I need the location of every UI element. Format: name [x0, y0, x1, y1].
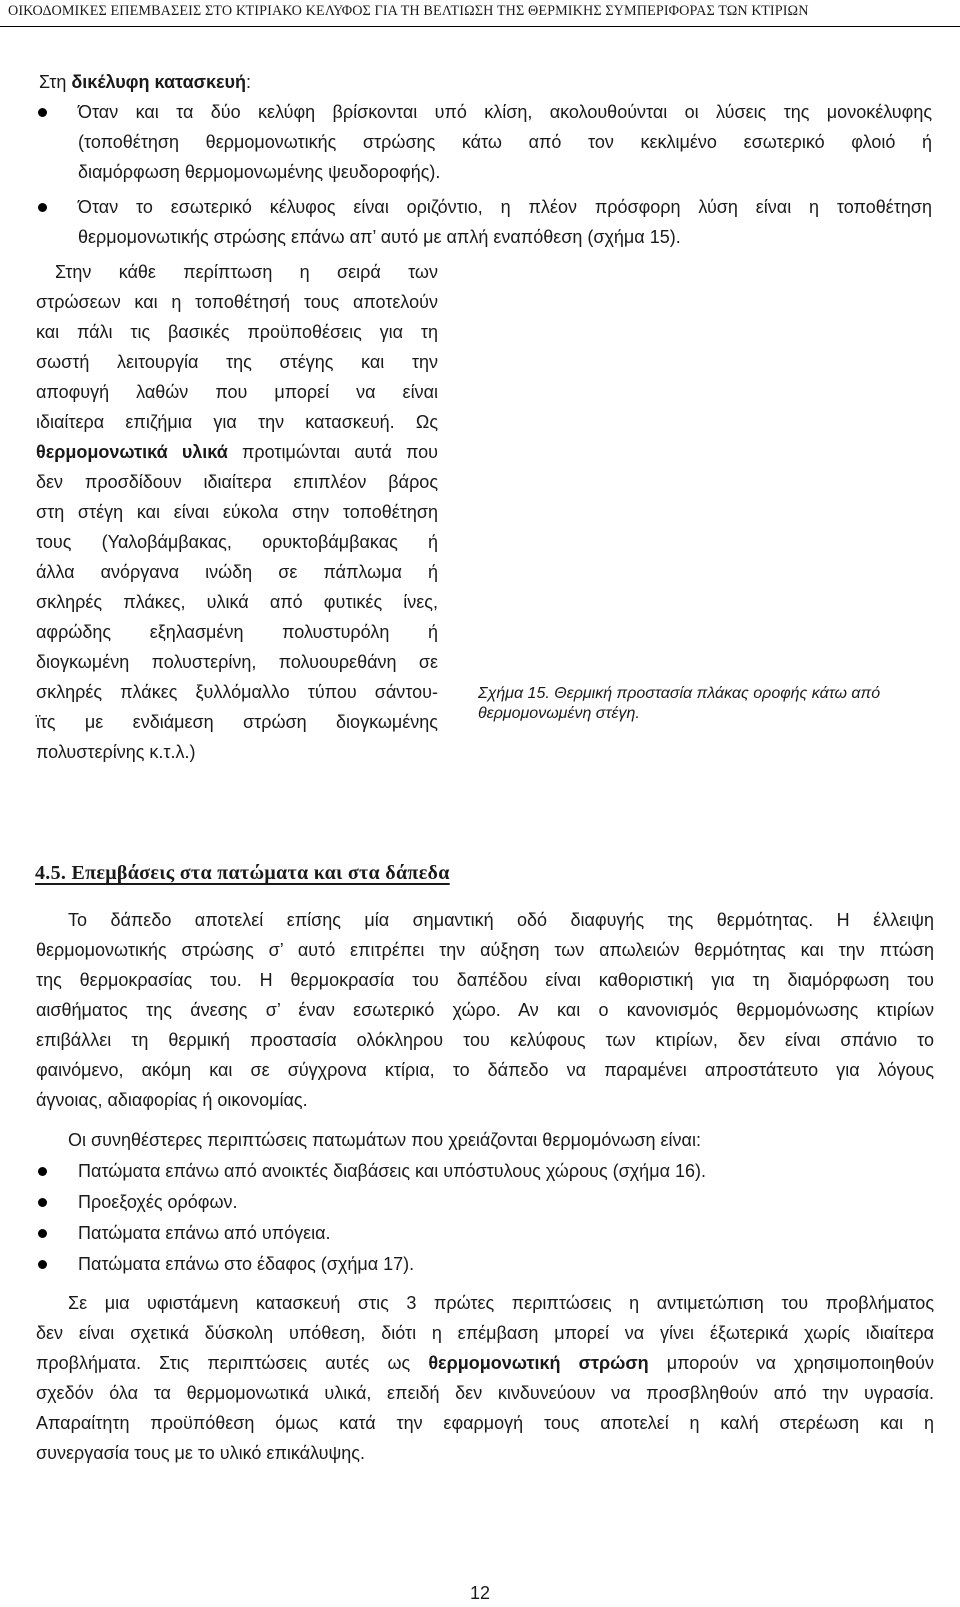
col-line: αφρώδης εξηλασμένη πολυστυρόλη ή	[36, 622, 438, 642]
bullet-icon	[38, 1260, 47, 1269]
col-line: σκληρές πλάκες ξυλλόμαλλο τύπου σάντου-	[36, 682, 438, 702]
para-line: αισθήματος της άνεσης σ’ έναν εσωτερικό χώρο. Αν και ο κανονισμός θερμομόνωσης κτιρίων	[36, 1000, 934, 1020]
col-line: και πάλι τις βασικές προϋποθέσεις για τη	[36, 322, 438, 342]
intro-prefix: Στη	[39, 72, 72, 92]
bullet-item-floor: Πατώματα επάνω από υπόγεια.	[78, 1218, 331, 1248]
para-line: Σε μια υφιστάμενη κατασκευή στις 3 πρώτες περιπτώσεις η αντιμετώπιση του προβλήματος	[68, 1293, 934, 1313]
col-line: δεν προσδίδουν ιδιαίτερα επιπλέον βάρος	[36, 472, 438, 492]
para-line: Απαραίτητη προϋπόθεση όμως κατά την εφαρμογή τους αποτελεί η καλή στερέωση και η	[36, 1413, 934, 1433]
col-line: διογκωμένη πολυστερίνη, πολυουρεθάνη σε	[36, 652, 438, 672]
paragraph-cases-lead: Οι συνηθέστερες περιπτώσεις πατωμάτων που χρειάζονται θερμομόνωση είναι:	[68, 1130, 701, 1150]
paragraph-existing-construction	[36, 1288, 934, 1468]
para-line: άγνοιας, αδιαφορίας ή οικονομίας.	[36, 1090, 308, 1110]
bullet-item-horizontal-shell	[78, 192, 932, 252]
para-line: της θερμοκρασίας του. Η θερμοκρασία του δαπέδου είναι καθοριστική για τη διαμόρφωση του	[36, 970, 934, 990]
bullet-line: (τοποθέτηση θερμομονωτικής στρώσης κάτω από τον κεκλιμένο εσωτερικό φλοιό ή	[78, 132, 932, 152]
col-line: ϊτς με ενδιάμεση στρώση διογκωμένης	[36, 712, 438, 732]
col-line: Στην κάθε περίπτωση η σειρά των	[55, 262, 438, 282]
para-line: Το δάπεδο αποτελεί επίσης μία σημαντική οδό διαφυγής της θερμότητας. Η έλλειψη	[68, 910, 934, 930]
col-line: στη στέγη και είναι εύκολα στην τοποθέτηση	[36, 502, 438, 522]
bullet-icon	[38, 203, 47, 212]
figure-caption: Σχήμα 15. Θερμική προστασία πλάκας οροφής κάτω από θερμομονωμένη στέγη.	[478, 685, 881, 722]
intro-bold-term: δικέλυφη κατασκευή	[71, 72, 247, 92]
bullet-icon	[38, 1167, 47, 1176]
para-line: δεν είναι σχετικά δύσκολη υπόθεση, διότι η επέμβαση μπορεί να γίνει έξωτερικά χωρίς ιδιαίτερα	[36, 1323, 934, 1343]
intro-line	[39, 67, 251, 97]
paragraph-floors-intro	[36, 905, 934, 1115]
bullet-line: Όταν και τα δύο κελύφη βρίσκονται υπό κλίση, ακολουθούνται οι λύσεις της μονοκέλυφης	[78, 102, 932, 122]
bullet-icon	[38, 1229, 47, 1238]
running-header: ΟΙΚΟΔΟΜΙΚΕΣ ΕΠΕΜΒΑΣΕΙΣ ΣΤΟ ΚΤΙΡΙΑΚΟ ΚΕΛΥΦΟΣ ΓΙΑ ΤΗ ΒΕΛΤΙΩΣΗ ΤΗΣ ΘΕΡΜΙΚΗΣ ΣΥΜΠΕΡΙΦΟΡΑΣ ΤΩΝ ΚΤΙΡΙΩΝ	[0, 0, 960, 27]
para-line: προβλήματα. Στις περιπτώσεις αυτές ως θερμομονωτική στρώση μπορούν να χρησιμοποιηθούν	[36, 1353, 935, 1373]
para-line: σχεδόν όλα τα θερμομονωτικά υλικά, επειδή δεν κινδυνεύουν να προσβληθούν από την υγρασία.	[36, 1383, 934, 1403]
bullet-line: θερμομονωτικής στρώσης επάνω απ’ αυτό με απλή εναπόθεση (σχήμα 15).	[78, 227, 681, 247]
col-line: θερμομονωτικά υλικά προτιμώνται αυτά που	[36, 442, 439, 462]
para-line: θερμομονωτικής στρώσης σ’ αυτό επιτρέπει την αύξηση των απωλειών θερμότητας και την πτώση	[36, 940, 934, 960]
intro-suffix: :	[246, 72, 252, 92]
bullet-item-floor: Πατώματα επάνω στο έδαφος (σχήμα 17).	[78, 1249, 414, 1279]
bullet-line: Όταν το εσωτερικό κέλυφος είναι οριζόντιο, η πλέον πρόσφορη λύση είναι η τοποθέτηση	[78, 197, 932, 217]
bullet-item-floor: Πατώματα επάνω από ανοικτές διαβάσεις και υπόστυλους χώρους (σχήμα 16).	[78, 1156, 706, 1186]
col-line: σκληρές πλάκες, υλικά από φυτικές ίνες,	[36, 592, 438, 612]
page-number: 12	[469, 1583, 491, 1603]
bullet-line: διαμόρφωση θερμομονωμένης ψευδοροφής).	[78, 162, 441, 182]
col-line: πολυστερίνης κ.τ.λ.)	[36, 742, 196, 762]
bullet-icon	[38, 108, 47, 117]
para-line: επιβάλλει τη θερμική προστασία ολόκληρου του κελύφους των κτιρίων, δεν είναι σπάνιο το	[36, 1030, 934, 1050]
insulation-layer-term: θερμομονωτική στρώση	[428, 1353, 649, 1373]
insulation-materials-term: θερμομονωτικά υλικά	[36, 442, 228, 462]
para-line: φαινόμενο, ακόμη και σε σύγχρονα κτίρια, το δάπεδο να παραμένει απροστάτευτο για λόγους	[36, 1060, 934, 1080]
bullet-item-sloped-shells	[78, 97, 932, 187]
col-line: σωστή λειτουργία της στέγης και την	[36, 352, 438, 372]
insulation-column-text	[36, 257, 438, 767]
col-line: αποφυγή λαθών που μπορεί να είναι	[36, 382, 438, 402]
col-line: ιδιαίτερα επιζήμια για την κατασκευή. Ως	[36, 412, 438, 432]
section-heading: 4.5. Επεμβάσεις στα πατώματα και στα δάπεδα	[35, 862, 450, 884]
bullet-icon	[38, 1198, 47, 1207]
col-line: στρώσεων και η τοποθέτησή τους αποτελούν	[36, 292, 438, 312]
col-line: άλλα ανόργανα ινώδη σε πάπλωμα ή	[36, 562, 438, 582]
col-line: τους (Υαλοβάμβακας, ορυκτοβάμβακας ή	[36, 532, 438, 552]
para-line: συνεργασία τους με το υλικό επικάλυψης.	[36, 1443, 365, 1463]
bullet-item-floor: Προεξοχές ορόφων.	[78, 1187, 238, 1217]
